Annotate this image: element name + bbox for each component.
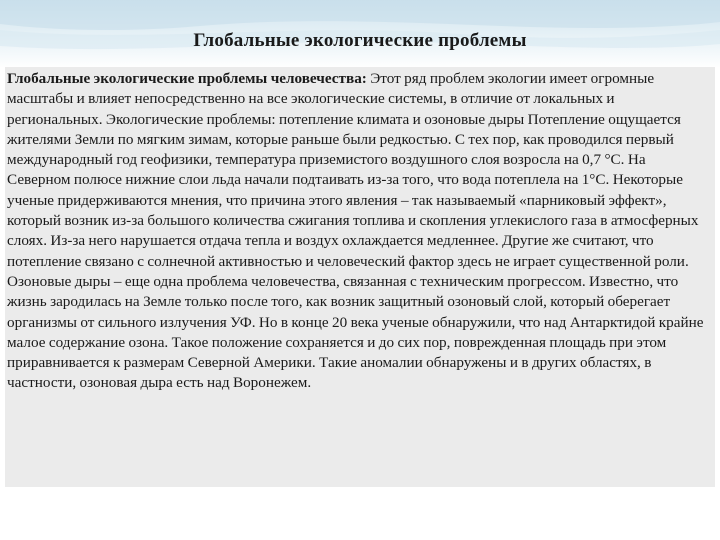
- lead-phrase: Глобальные экологические проблемы человечества:: [7, 70, 367, 87]
- body-text: Этот ряд проблем экологии имеет огромные масштабы и влияет непосредственно на все экологические системы, в отличие от локальных и региональных. Экологические проблемы: потепление климата и озоновые дыры Потепление ощущается жителями Земли по мягким зимам, которые раньше были редкостью. С тех пор, как проводился первый международный год геофизики, температура приземистого воздушного слоя возросла на 0,7 °С. На Северном полюсе нижние слои льда начали подтаивать из-за того, что вода потеплела на 1°С. Некоторые ученые придерживаются мнения, что причина этого явления – так называемый «парниковый эффект», который возник из-за большого количества сжигания топлива и скопления углекислого газа в атмосферных слоях. Из-за него нарушается отдача тепла и воздух охлаждается медленнее. Другие же считают, что потепление связано с солнечной активностью и человеческий фактор здесь не играет существенной роли. Озоновые дыры – еще одна проблема человечества, связанная с техническим прогрессом. Известно, что жизнь зародилась на Земле только после того, как возник защитный озоновый слой, который оберегает организмы от сильного излучения УФ. Но в конце 20 века ученые обнаружили, что над Антарктидой крайне малое содержание озона. Такое положение сохраняется и до сих пор, поврежденная площадь при этом приравнивается к размерам Северной Америки. Такие аномалии обнаружены и в других областях, в частности, озоновая дыра есть над Воронежем.: [7, 70, 704, 392]
- body-paragraph: [7, 69, 711, 394]
- slide-title: Глобальные экологические проблемы: [193, 30, 527, 51]
